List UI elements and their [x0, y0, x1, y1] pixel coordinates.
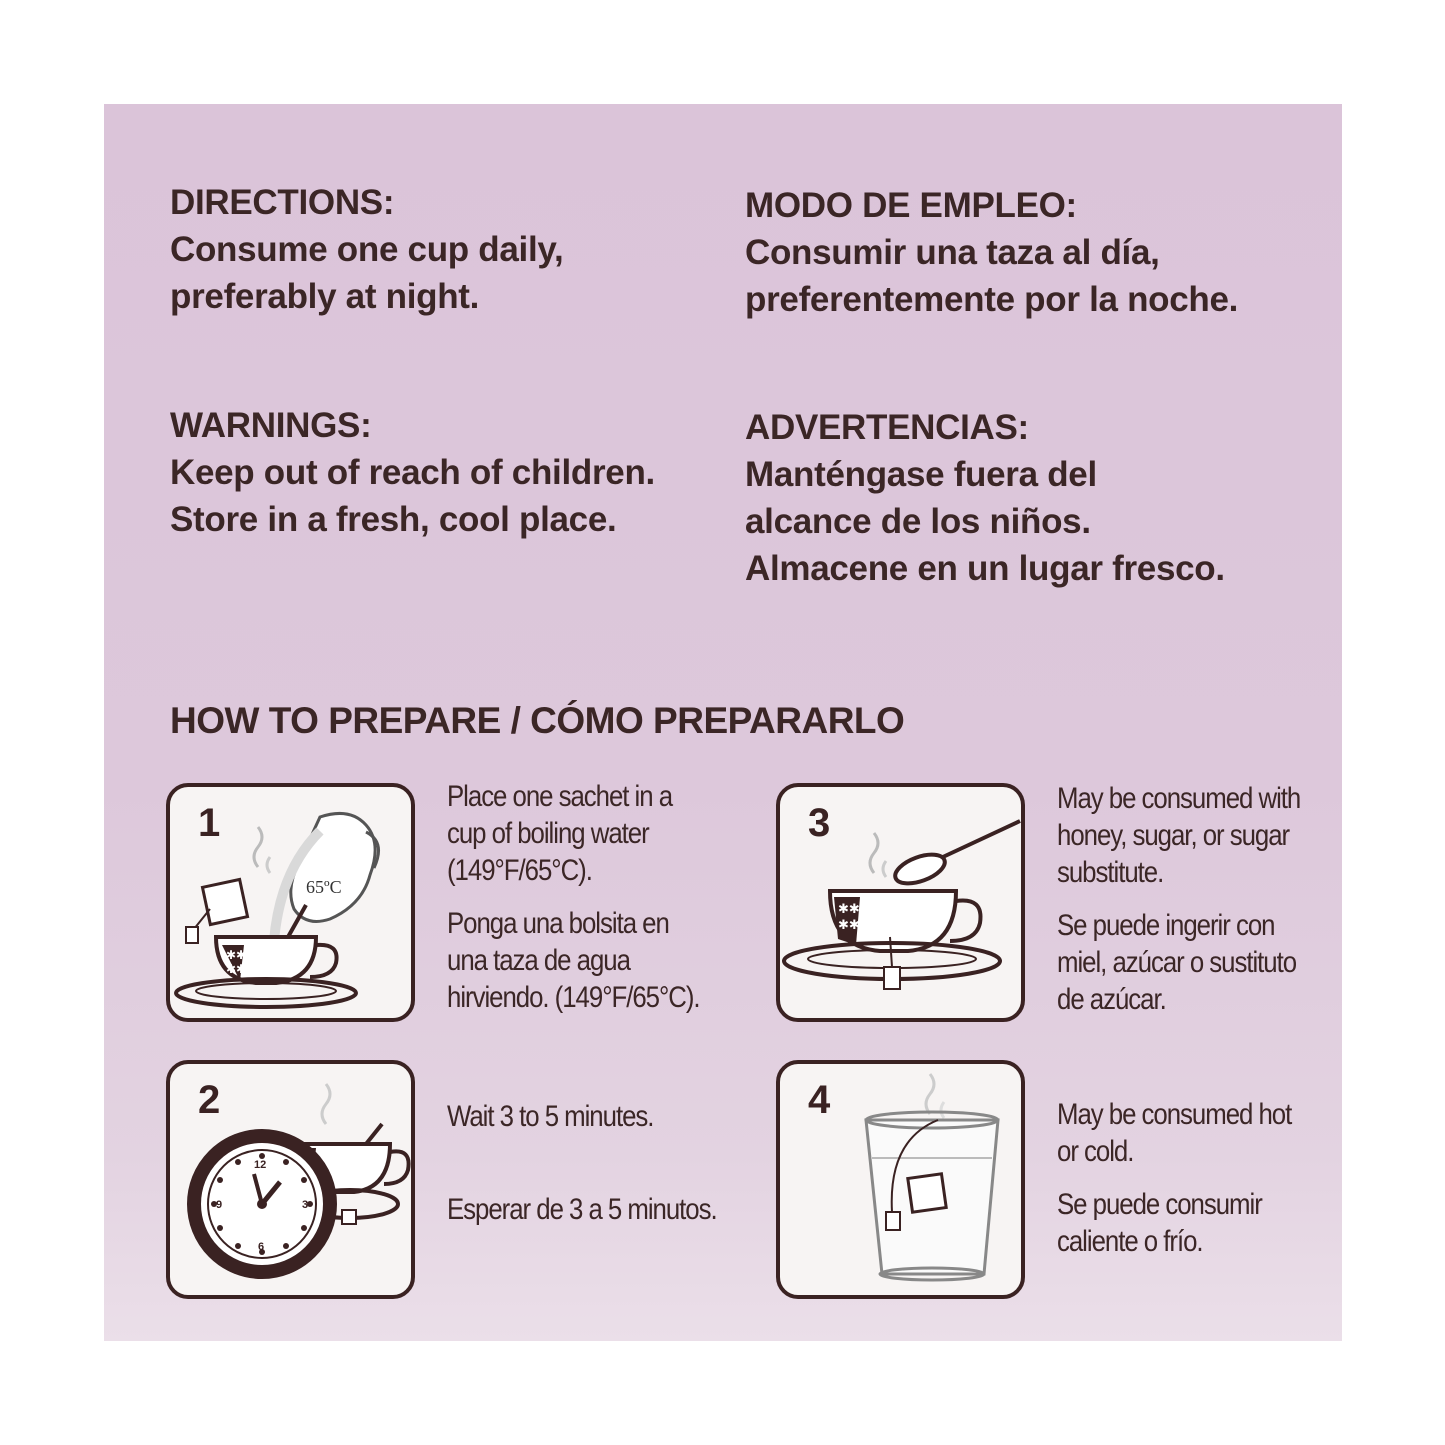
- directions-en-title: DIRECTIONS:: [170, 183, 395, 222]
- warnings-en-title: WARNINGS:: [170, 406, 372, 445]
- step-1-text: [447, 778, 700, 1016]
- svg-text:✱✱: ✱✱: [838, 901, 860, 916]
- step-4-en-line: or cold.: [1057, 1135, 1134, 1168]
- svg-text:✱✱: ✱✱: [226, 948, 247, 962]
- warnings-es-line: alcance de los niños.: [745, 502, 1091, 541]
- warnings-en: [170, 402, 655, 543]
- directions-es-line: Consumir una taza al día,: [745, 233, 1160, 272]
- step-1-en-line: (149°F/65°C).: [447, 854, 592, 887]
- svg-text:✱✱: ✱✱: [226, 962, 247, 976]
- step-2-illustration: [166, 1060, 415, 1299]
- clock-number: 12: [254, 1159, 267, 1171]
- step-4-number: 4: [808, 1078, 831, 1122]
- directions-en: [170, 179, 563, 320]
- step-1-en-line: cup of boiling water: [447, 817, 649, 850]
- warnings-es-title: ADVERTENCIAS:: [745, 408, 1029, 447]
- step-3-en-line: honey, sugar, or sugar: [1057, 819, 1290, 852]
- step-4-en-line: May be consumed hot: [1057, 1098, 1292, 1131]
- step-2-number: 2: [198, 1078, 221, 1122]
- directions-es-title: MODO DE EMPLEO:: [745, 186, 1077, 225]
- step-1-illustration: [166, 783, 415, 1022]
- step-3-en-line: substitute.: [1057, 856, 1164, 889]
- directions-en-line: preferably at night.: [170, 277, 480, 316]
- step-4-text: [1057, 1096, 1291, 1260]
- step-3-en-line: May be consumed with: [1057, 782, 1301, 815]
- directions-es: [745, 182, 1238, 323]
- step-2-es-line: Esperar de 3 a 5 minutos.: [447, 1193, 717, 1226]
- step-3-text: [1057, 780, 1300, 1018]
- directions-es-line: preferentemente por la noche.: [745, 280, 1239, 319]
- prepare-title: HOW TO PREPARE / CÓMO PREPARARLO: [170, 700, 905, 741]
- step-2-text: [447, 1098, 717, 1228]
- step-3-es-line: miel, azúcar o sustituto: [1057, 946, 1297, 979]
- directions-en-line: Consume one cup daily,: [170, 230, 564, 269]
- instructions-panel: [104, 104, 1342, 1341]
- temperature-label: 65ºC: [306, 877, 342, 897]
- warnings-es: [745, 404, 1225, 592]
- step-1-es-line: hirviendo. (149°F/65°C).: [447, 981, 700, 1014]
- warnings-en-line: Store in a fresh, cool place.: [170, 500, 617, 539]
- step-1-es-line: una taza de agua: [447, 944, 630, 977]
- step-3-es-line: Se puede ingerir con: [1057, 909, 1275, 942]
- svg-text:✱✱: ✱✱: [838, 917, 860, 932]
- clock-number: 9: [216, 1199, 223, 1211]
- step-3-es-line: de azúcar.: [1057, 983, 1166, 1016]
- step-4-illustration: [776, 1060, 1025, 1299]
- warnings-es-line: Manténgase fuera del: [745, 455, 1097, 494]
- step-2-en-line: Wait 3 to 5 minutes.: [447, 1100, 654, 1133]
- clock-number: 6: [258, 1241, 265, 1253]
- step-1-en-line: Place one sachet in a: [447, 780, 673, 813]
- step-1-number: 1: [198, 801, 221, 845]
- warnings-en-line: Keep out of reach of children.: [170, 453, 655, 492]
- step-3-number: 3: [808, 801, 831, 845]
- step-1-es-line: Ponga una bolsita en: [447, 907, 669, 940]
- step-3-illustration: [776, 783, 1025, 1022]
- step-4-es-line: Se puede consumir: [1057, 1188, 1262, 1221]
- warnings-es-line: Almacene en un lugar fresco.: [745, 549, 1225, 588]
- clock-number: 3: [302, 1199, 309, 1211]
- step-4-es-line: caliente o frío.: [1057, 1225, 1203, 1258]
